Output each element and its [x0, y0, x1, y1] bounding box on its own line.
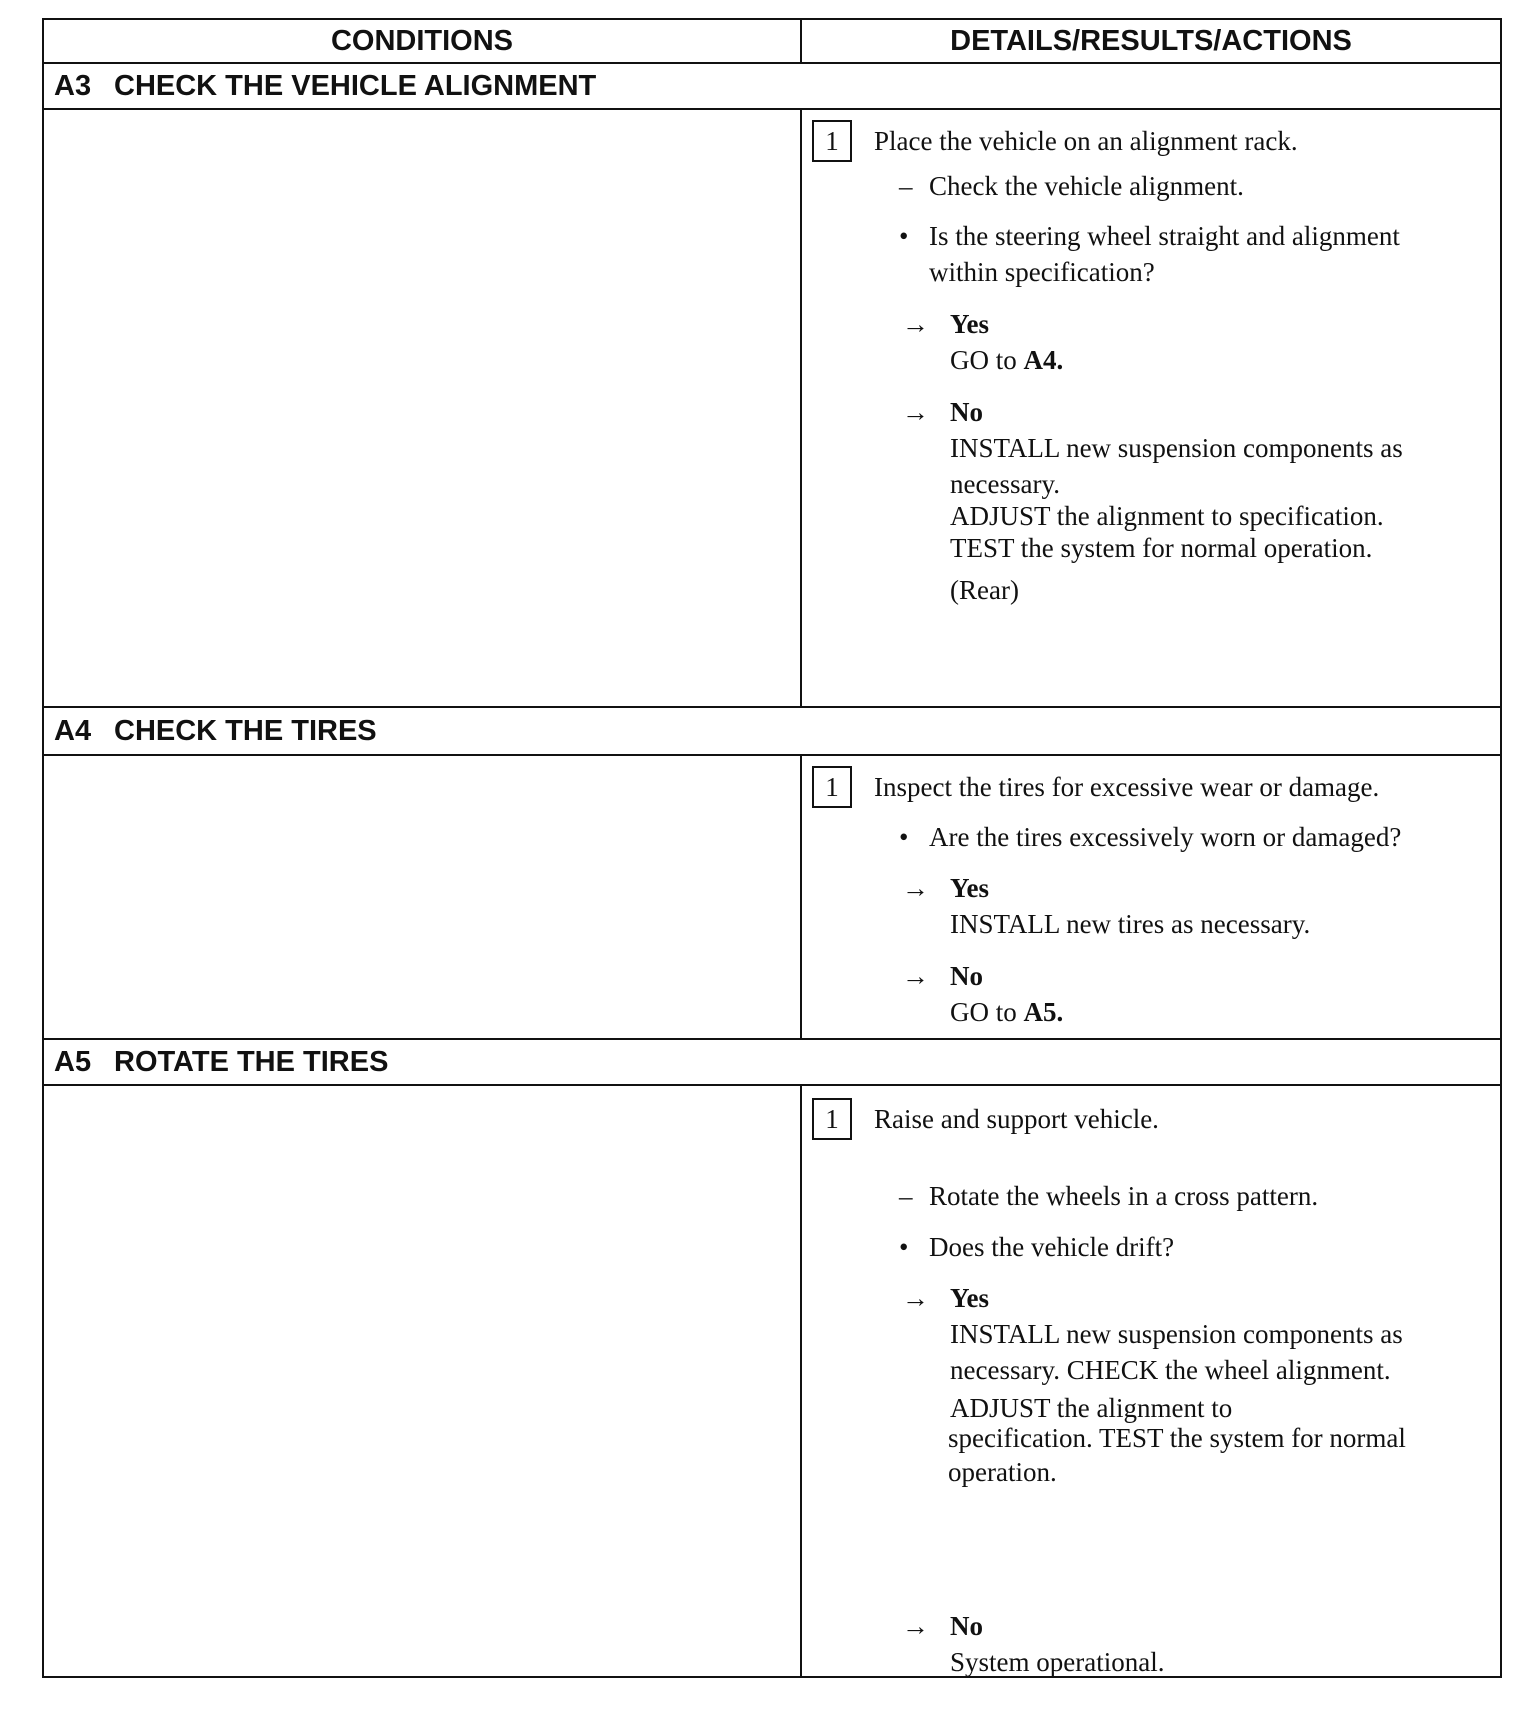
divider: [44, 754, 1500, 756]
arrow-icon: →: [902, 1283, 929, 1313]
no-branch: [902, 1610, 983, 1642]
yes-branch: [902, 1282, 989, 1314]
table-header: [44, 20, 1500, 64]
action-line: INSTALL new tires as necessary.: [950, 909, 1311, 939]
divider: [44, 108, 1500, 110]
section-title-a3: [54, 64, 596, 108]
yes-label: Yes: [950, 873, 989, 903]
dash-text: Check the vehicle alignment.: [929, 171, 1244, 201]
bullet-mark: •: [899, 221, 909, 251]
arrow-icon: →: [902, 1611, 929, 1641]
action-line: System operational.: [950, 1647, 1165, 1677]
step-number-box: 1: [812, 766, 852, 808]
column-divider: [800, 108, 802, 706]
action-line: (Rear): [950, 575, 1019, 605]
action-line: ADJUST the alignment to specification.: [950, 501, 1384, 531]
column-divider: [800, 1084, 802, 1678]
action-line: INSTALL new suspension components as: [950, 433, 1403, 463]
dash-item: [899, 1180, 1318, 1212]
dash-mark: –: [899, 171, 913, 201]
section-code: A4: [54, 715, 92, 747]
question-line: within specification?: [929, 257, 1155, 287]
arrow-icon: →: [902, 397, 929, 427]
no-label: No: [950, 1611, 983, 1641]
question-line: Does the vehicle drift?: [929, 1232, 1175, 1262]
action-line: operation.: [948, 1457, 1057, 1487]
step-number-box: 1: [812, 120, 852, 162]
column-divider: [800, 754, 802, 1038]
yes-label: Yes: [950, 309, 989, 339]
action-line: necessary. CHECK the wheel alignment.: [950, 1355, 1391, 1385]
action-line: specification. TEST the system for normal: [948, 1423, 1406, 1453]
diagnostic-table: [42, 18, 1502, 1678]
step-text: Raise and support vehicle.: [874, 1104, 1159, 1134]
section-code: A3: [54, 70, 92, 102]
yes-branch: [902, 308, 989, 340]
section-title-text: ROTATE THE TIRES: [114, 1046, 389, 1078]
go-target: A5.: [1023, 997, 1064, 1027]
details-header: DETAILS/RESULTS/ACTIONS: [950, 25, 1352, 57]
go-target: A4.: [1023, 345, 1064, 375]
action-line: ADJUST the alignment to: [950, 1393, 1233, 1423]
dash-text: Rotate the wheels in a cross pattern.: [929, 1181, 1319, 1211]
bullet-mark: •: [899, 1232, 909, 1262]
go-to-line: [950, 996, 1063, 1028]
question-item: [899, 220, 1400, 252]
step-text: Inspect the tires for excessive wear or damage.: [874, 772, 1380, 802]
no-branch: [902, 396, 983, 428]
section-title-a5: [54, 1040, 388, 1084]
no-label: No: [950, 397, 983, 427]
yes-label: Yes: [950, 1283, 989, 1313]
dash-mark: –: [899, 1181, 913, 1211]
question-item: [899, 821, 1401, 853]
arrow-icon: →: [902, 873, 929, 903]
section-title-text: CHECK THE VEHICLE ALIGNMENT: [114, 70, 597, 102]
action-line: INSTALL new suspension components as: [950, 1319, 1403, 1349]
go-prefix: GO to: [950, 345, 1024, 375]
no-branch: [902, 960, 983, 992]
section-title-text: CHECK THE TIRES: [114, 715, 377, 747]
question-line: Is the steering wheel straight and alignment: [929, 221, 1400, 251]
conditions-header: CONDITIONS: [330, 25, 514, 57]
action-line: TEST the system for normal operation.: [950, 533, 1373, 563]
arrow-icon: →: [902, 309, 929, 339]
question-item: [899, 1231, 1174, 1263]
question-line: Are the tires excessively worn or damaged?: [929, 822, 1402, 852]
section-code: A5: [54, 1046, 92, 1078]
go-prefix: GO to: [950, 997, 1024, 1027]
divider: [44, 1084, 1500, 1086]
section-title-a4: [54, 708, 377, 754]
dash-item: [899, 170, 1244, 202]
action-line: necessary.: [950, 469, 1060, 499]
no-label: No: [950, 961, 983, 991]
header-divider: [800, 20, 802, 64]
bullet-mark: •: [899, 822, 909, 852]
go-to-line: [950, 344, 1063, 376]
yes-branch: [902, 872, 989, 904]
arrow-icon: →: [902, 961, 929, 991]
step-text: Place the vehicle on an alignment rack.: [874, 126, 1298, 156]
step-number-box: 1: [812, 1098, 852, 1140]
